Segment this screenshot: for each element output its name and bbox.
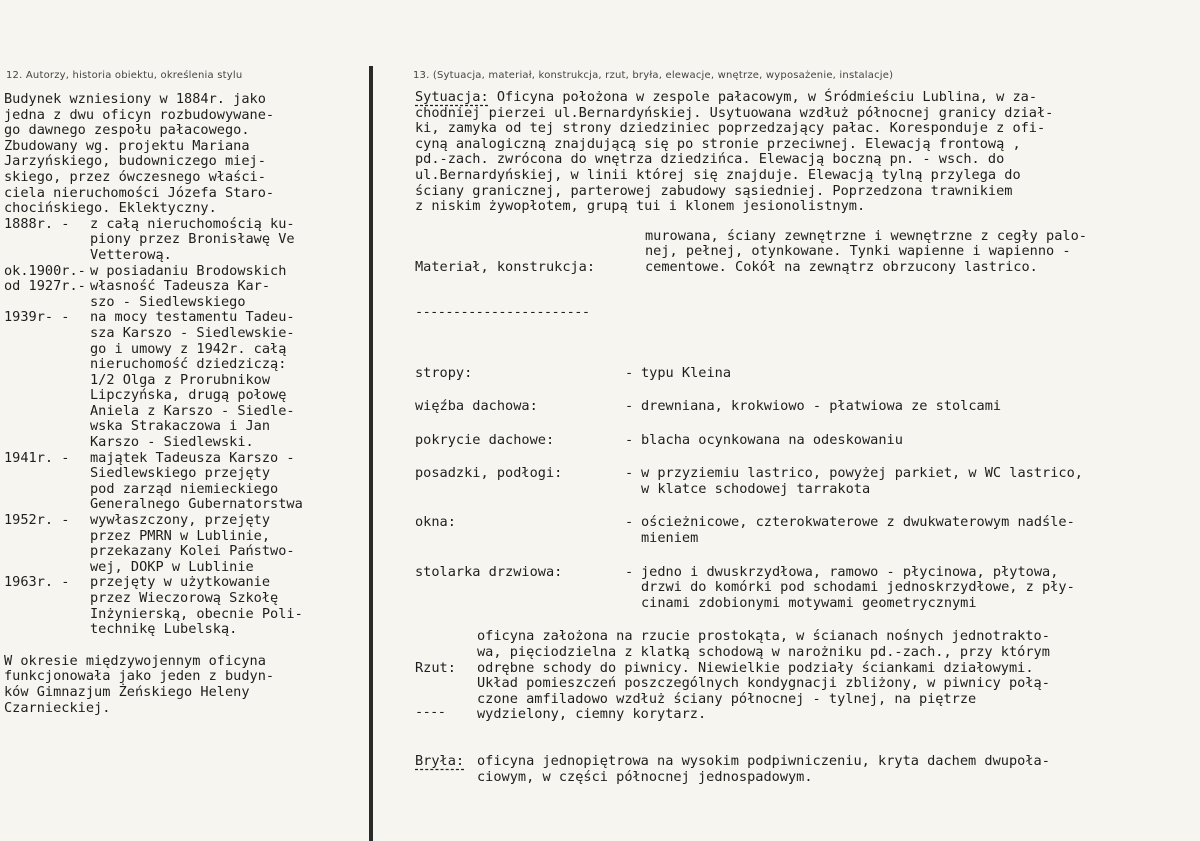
timeline-line: Lipczyńska, drugą połowę	[90, 387, 287, 404]
column-divider	[369, 66, 373, 841]
intro-line: chocińskiego. Eklektyczny.	[4, 200, 217, 217]
spec-row	[415, 366, 1195, 382]
massing-value	[477, 754, 1050, 785]
spec-dash: -	[625, 398, 634, 415]
plan-label-block	[415, 629, 477, 752]
timeline-line: wej, DOKP w Lublinie	[90, 558, 254, 575]
intro-line: Zbudowany wg. projektu Mariana	[4, 137, 250, 154]
spec-row	[415, 565, 1195, 612]
spec-line: drzwi do komórki pod schodami jednoskrzydłowe, z pły-	[641, 579, 1075, 596]
material-value	[645, 229, 1087, 352]
material-label-block	[415, 229, 645, 352]
history-outro	[4, 654, 366, 716]
spec-value	[641, 366, 731, 382]
timeline-year: 1963r. -	[4, 574, 70, 591]
timeline-text	[90, 513, 366, 575]
timeline-year: 1941r. -	[4, 449, 70, 466]
timeline-line: Karszo - Siedlewski.	[90, 434, 254, 451]
intro-line: jedna z dwu oficyn rozbudowywane-	[4, 106, 275, 123]
timeline-year: ok.1900r.-	[4, 262, 86, 279]
timeline-entry	[4, 279, 366, 310]
material-section	[415, 229, 1195, 352]
timeline-line: wywłaszczony, przejęty	[90, 512, 271, 529]
timeline-line: przejęty w użytkowanie	[90, 574, 271, 591]
spec-dash: -	[625, 465, 634, 482]
material-label: Materiał, konstrukcja:	[415, 258, 596, 275]
spec-label: pokrycie dachowe:	[415, 431, 555, 448]
spec-dash: -	[625, 364, 634, 381]
timeline-entry	[4, 310, 366, 450]
situation-first-text: Oficyna położona w zespole pałacowym, w Śródmieściu Lublina, w za-	[488, 89, 1038, 105]
spec-value	[641, 399, 1001, 415]
timeline-text	[90, 310, 366, 450]
left-column-header: 12. Autorzy, historia obiektu, określenia stylu	[6, 70, 243, 81]
spacer	[4, 638, 366, 654]
situation-line: ściany granicznej, parterowej zabudowy sąsiedniej. Poprzedzona trawnikiem	[415, 182, 1013, 199]
timeline-line: 1/2 Olga z Prorubnikow	[90, 371, 271, 388]
spec-row	[415, 466, 1195, 497]
situation-label: Sytuacja:	[415, 89, 489, 105]
timeline-line: sza Karszo - Siedlewskie-	[90, 324, 295, 341]
material-line: cementowe. Cokół na zewnątrz obrzucony lastrico.	[645, 258, 1038, 275]
situation-line: cyną analogiczną znajdującą się po stronie przeciwnej. Elewacją frontową ,	[415, 135, 1021, 152]
spec-line: cinami zdobionymi motywami geometrycznymi	[641, 594, 977, 611]
spec-label: stropy:	[415, 364, 473, 381]
outro-line: Czarnieckiej.	[4, 699, 111, 716]
situation-section	[415, 90, 1195, 215]
spec-line: drewniana, krokwiowo - płatwiowa ze stolcami	[641, 398, 1002, 415]
timeline-line: Inżynierską, obecnie Poli-	[90, 605, 303, 622]
spec-dash: -	[625, 563, 634, 580]
plan-line: wydzielony, ciemny korytarz.	[477, 706, 707, 723]
plan-line: odrębne schody do piwnicy. Niewielkie podziały ściankami działowymi.	[477, 659, 1034, 676]
timeline-year: 1888r. -	[4, 215, 70, 232]
timeline-year: 1939r- -	[4, 309, 70, 326]
intro-line: skiego, przez ówczesnego właści-	[4, 168, 266, 185]
timeline-text	[90, 451, 366, 513]
plan-line: oficyna założona na rzucie prostokąta, w ścianach nośnych jednotrakto-	[477, 628, 1050, 645]
timeline-line: na mocy testamentu Tadeu-	[90, 309, 295, 326]
spec-dash: -	[625, 431, 634, 448]
timeline-line: przekazany Kolei Państwo-	[90, 543, 295, 560]
spec-label: stolarka drzwiowa:	[415, 563, 563, 580]
spec-row	[415, 433, 1195, 449]
intro-line: go dawnego zespołu pałacowego.	[4, 122, 250, 139]
timeline-year: 1952r. -	[4, 512, 70, 529]
timeline-line: w posiadaniu Brodowskich	[90, 262, 287, 279]
timeline-year: od 1927r.-	[4, 278, 86, 295]
timeline-entry	[4, 451, 366, 513]
timeline-text	[90, 279, 366, 310]
massing-line: ciowym, w części północnej jednospadowym.	[477, 768, 813, 785]
intro-line: Budynek wzniesiony w 1884r. jako	[4, 91, 266, 107]
intro-line: Jarzyńskiego, budowniczego miej-	[4, 153, 266, 170]
spec-line: blacha ocynkowana na odeskowaniu	[641, 431, 903, 448]
timeline-entry	[4, 217, 366, 264]
timeline-line: Vetterową.	[90, 246, 172, 263]
massing-label: Bryła:	[415, 753, 465, 770]
timeline-line: Generalnego Gubernatorstwa	[90, 496, 303, 513]
timeline-line: wska Strakaczowa i Jan	[90, 418, 271, 435]
outro-line: W okresie międzywojennym oficyna	[4, 652, 266, 669]
timeline-text	[90, 217, 366, 264]
timeline-line: przez PMRN w Lublinie,	[90, 527, 271, 544]
timeline-text	[90, 575, 366, 637]
material-line: murowana, ściany zewnętrzne i wewnętrzne z cegły palo-	[645, 227, 1087, 244]
spec-line: typu Kleina	[641, 364, 732, 381]
spec-line: ościeżnicowe, czterokwaterowe z dwukwaterowym nadśle-	[641, 514, 1075, 531]
history-timeline	[4, 217, 366, 638]
timeline-line: piony przez Bronisławę Ve	[90, 231, 295, 248]
timeline-line: Aniela z Karszo - Siedle-	[90, 402, 295, 419]
plan-line: wa, pięciodzielna z klatką schodową w narożniku pd.-zach., przy którym	[477, 644, 1050, 661]
plan-underline: ----	[415, 704, 446, 721]
situation-first-line	[415, 90, 1195, 106]
plan-section	[415, 629, 1195, 752]
timeline-entry	[4, 264, 366, 280]
timeline-line: własność Tadeusza Kar-	[90, 278, 271, 295]
right-column-header: 13. (Sytuacja, materiał, konstrukcja, rzut, bryła, elewacje, wnętrze, wyposażenie, instalacje)	[413, 70, 894, 81]
history-intro	[4, 92, 366, 217]
massing-line: oficyna jednopiętrowa na wysokim podpiwniczeniu, kryta dachem dwupoła-	[477, 753, 1050, 770]
situation-line: ul.Bernardyńskiej, w linii której się znajduje. Elewacją tylną przylega do	[415, 166, 1021, 183]
description-column	[415, 90, 1195, 785]
spec-line: w klatce schodowej tarrakota	[641, 480, 871, 497]
spec-label: więźba dachowa:	[415, 398, 538, 415]
massing-section	[415, 754, 1195, 785]
timeline-line: szo - Siedlewskiego	[90, 293, 246, 310]
spec-dash: -	[625, 514, 634, 531]
situation-line: z niskim żywopłotem, grupą tui i klonem jesionolistnym.	[415, 198, 866, 215]
spec-value	[641, 433, 903, 449]
situation-line: chodniej pierzei ul.Bernardyńskiej. Usytuowana wzdłuż północnej granicy dział-	[415, 104, 1054, 121]
plan-value	[477, 629, 1050, 752]
outro-line: funkcjonowała jako jeden z budyn-	[4, 668, 275, 685]
plan-line: Układ pomieszczeń poszczególnych kondygnacji zbliżony, w piwnicy połą-	[477, 675, 1050, 692]
spec-line: mieniem	[641, 530, 699, 547]
spec-value	[641, 565, 1075, 612]
situation-line: ki, zamyka od tej strony dziedziniec poprzedzający pałac. Koresponduje z ofi-	[415, 120, 1046, 137]
timeline-line: pod zarząd niemieckiego	[90, 480, 279, 497]
spec-value	[641, 466, 1083, 497]
plan-line: czone amfiladowo wzdłuż ściany północnej - tylnej, na piętrze	[477, 690, 977, 707]
spec-row	[415, 399, 1195, 415]
construction-specs	[415, 366, 1195, 612]
plan-label: Rzut:	[415, 659, 456, 676]
timeline-entry	[4, 575, 366, 637]
spec-value	[641, 515, 1075, 546]
intro-line: ciela nieruchomości Józefa Staro-	[4, 184, 275, 201]
outro-line: ków Gimnazjum Żeńskiego Heleny	[4, 683, 250, 700]
timeline-line: Siedlewskiego przejęty	[90, 465, 271, 482]
timeline-entry	[4, 513, 366, 575]
timeline-line: technikę Lubelską.	[90, 621, 238, 638]
timeline-line: go i umowy z 1942r. całą	[90, 340, 287, 357]
spec-line: w przyziemiu lastrico, powyżej parkiet, w WC lastrico,	[641, 465, 1083, 482]
timeline-line: nieruchomość dziedziczą:	[90, 356, 287, 373]
timeline-line: przez Wieczorową Szkołę	[90, 590, 279, 606]
timeline-line: z całą nieruchomością ku-	[90, 215, 295, 232]
spec-label: posadzki, podłogi:	[415, 465, 563, 482]
spec-line: jedno i dwuskrzydłowa, ramowo - płycinowa, płytowa,	[641, 563, 1059, 580]
material-line: nej, pełnej, otynkowane. Tynki wapienne i wapienno -	[645, 243, 1071, 260]
spec-label: okna:	[415, 514, 456, 531]
timeline-text	[90, 264, 366, 280]
history-column	[4, 92, 366, 716]
material-underline: -----------------------	[415, 303, 590, 320]
timeline-line: majątek Tadeusza Karszo -	[90, 449, 295, 466]
spec-row	[415, 515, 1195, 546]
situation-line: pd.-zach. zwrócona do wnętrza dziedzińca. Elewacją boczną pn. - wsch. do	[415, 151, 1005, 168]
